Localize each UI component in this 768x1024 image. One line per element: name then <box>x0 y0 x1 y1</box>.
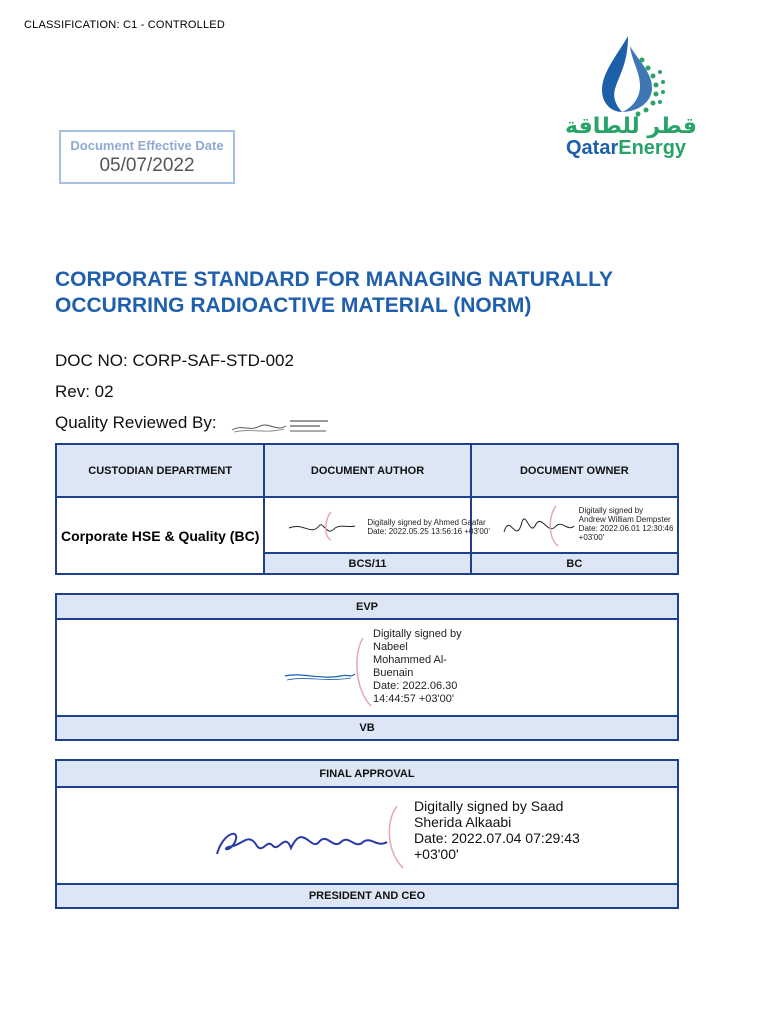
effective-date-value: 05/07/2022 <box>99 155 195 176</box>
effective-date-box <box>59 130 235 184</box>
header-custodian: CUSTODIAN DEPARTMENT <box>56 444 264 497</box>
header-author: DOCUMENT AUTHOR <box>264 444 470 497</box>
effective-date-label: Document Effective Date <box>70 138 224 153</box>
approvals-table <box>55 443 679 575</box>
author-signature-cell <box>264 497 490 553</box>
author-signature-text: Digitally signed by Ahmed Gaafar Date: 2022.05.25 13:56:16 +03'00' <box>367 518 490 536</box>
evp-signature-cell <box>56 619 678 716</box>
evp-header: EVP <box>56 594 678 619</box>
header-owner: DOCUMENT OWNER <box>471 444 678 497</box>
ceo-signature-text: Digitally signed by Saad Sherida Alkaabi Date: 2022.07.04 07:29:43 +03'00' <box>414 798 580 862</box>
quality-reviewed-label: Quality Reviewed By: <box>55 413 217 432</box>
owner-signature-cell <box>471 497 678 553</box>
logo-arabic-text: قطر للطاقة <box>565 114 697 139</box>
owner-signature-icon <box>496 502 576 550</box>
custodian-department: Corporate HSE & Quality (BC) <box>56 497 264 574</box>
doc-number: DOC NO: CORP-SAF-STD-002 <box>55 351 294 370</box>
quality-reviewer-signature-icon <box>230 416 330 438</box>
ceo-footer: PRESIDENT AND CEO <box>56 884 678 908</box>
ceo-signature-cell <box>56 787 678 884</box>
evp-table <box>55 593 679 741</box>
evp-footer: VB <box>56 716 678 740</box>
evp-signature-text: Digitally signed by Nabeel Mohammed Al- Buenain Date: 2022.06.30 14:44:57 +03'00' <box>373 628 462 705</box>
logo-name-part1: Qatar <box>566 137 619 159</box>
author-signature-icon <box>279 506 359 546</box>
final-approval-table <box>55 759 679 909</box>
ceo-signature-icon <box>207 802 417 872</box>
final-approval-header: FINAL APPROVAL <box>56 760 678 787</box>
logo-name <box>566 137 686 160</box>
revision: Rev: 02 <box>55 382 114 401</box>
owner-signature-text: Digitally signed by Andrew William Dempster Date: 2022.06.01 12:30:46 +03'00' <box>578 506 674 542</box>
classification-label: CLASSIFICATION: C1 - CONTROLLED <box>24 19 225 31</box>
author-code: BCS/11 <box>264 553 470 574</box>
document-title: CORPORATE STANDARD FOR MANAGING NATURALLY OCCURRING RADIOACTIVE MATERIAL (NORM) <box>55 268 613 317</box>
logo-name-part2: Energy <box>618 137 687 159</box>
owner-code: BC <box>471 553 678 574</box>
evp-signature-icon <box>281 632 381 712</box>
